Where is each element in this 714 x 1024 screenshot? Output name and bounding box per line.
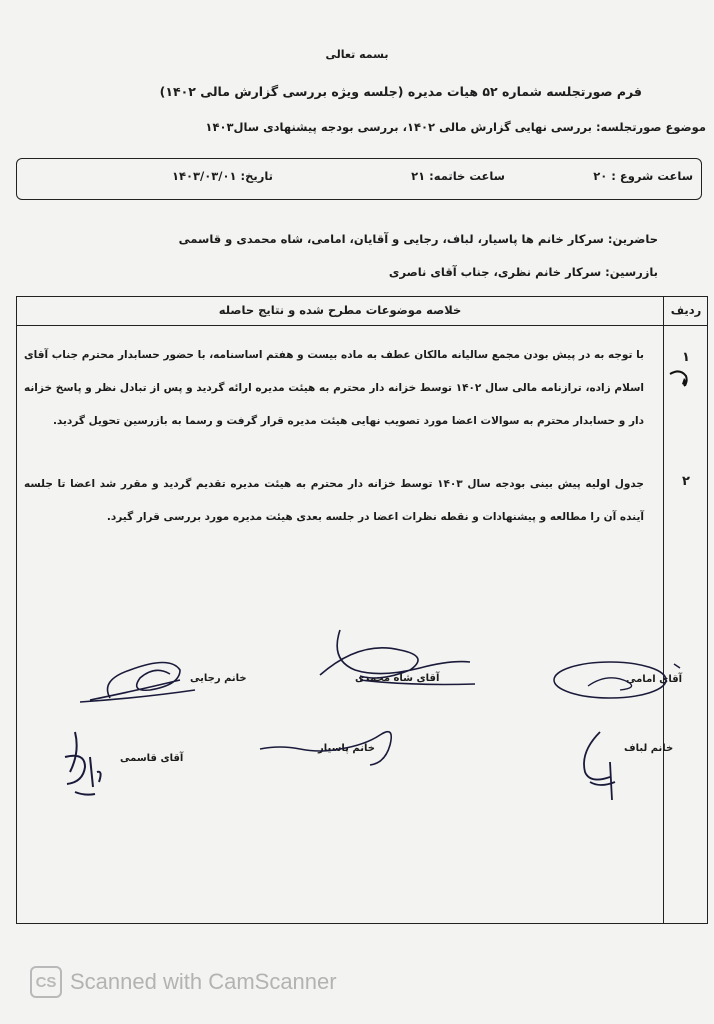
signer-label-labbaf: خانم لباف <box>624 743 674 754</box>
inspectors-line: بازرسین: سرکار خانم نظری، جناب آقای ناصری <box>388 265 658 279</box>
table-header-summary: خلاصه موضوعات مطرح شده و نتایج حاصله <box>218 303 462 317</box>
attendees-line: حاضرین: سرکار خانم ها پاسیار، لباف، رجایی و آقایان، امامی، شاه محمدی و قاسمی <box>178 232 658 246</box>
watermark-text: Scanned with CamScanner <box>70 969 337 994</box>
table-column-divider <box>663 297 664 923</box>
end-time: ساعت خاتمه: ۲۱ <box>411 169 505 183</box>
meeting-subject: موضوع صورتجلسه: بررسی نهایی گزارش مالی ۱۴۰۲، بررسی بودجه پیشنهادی سال۱۴۰۳ <box>205 120 706 134</box>
signer-label-rajaei: خانم رجایی <box>190 673 247 684</box>
row-text: جدول اولیه پیش بینی بودجه سال ۱۴۰۳ توسط خزانه دار محترم به هیئت مدیره تقدیم گردید و مقرر شد اعضا تا جلسه آینده آن را مطالعه و پیشنهادات و نقطه نظرات اعضا در جلسه بعدی هیئت مدیره مورد بررسی قرار گیرد. <box>24 478 644 523</box>
row-number: ۲ <box>682 474 690 489</box>
meeting-times-box <box>16 158 702 200</box>
row-number: ۱ <box>682 350 690 365</box>
signature-emami <box>548 652 688 707</box>
document-title: فرم صورتجلسه شماره ۵۲ هیات مدیره (جلسه ویژه بررسی گزارش مالی ۱۴۰۲) <box>159 84 642 99</box>
signature-rajaei <box>70 640 200 710</box>
signer-label-shah-mohammadi: آقای شاه محمدی <box>355 673 440 684</box>
signature-ghasemi <box>55 712 120 802</box>
row-text: با توجه به در پیش بودن مجمع سالیانه مالکان عطف به ماده بیست و هفتم اساسنامه، با حضور حسابدار محترم جناب آقای اسلام زاده، ترازنامه مالی سال ۱۴۰۲ توسط خزانه دار محترم به هیئت مدیره ارائه گردید و پس از تبادل نظر و پاسخ خزانه دار و حسابدار محترم به سوالات اعضا مورد تصویب نهایی هیئت مدیره قرار گرفت و رسما به بازرسین تحویل گردید. <box>24 349 644 427</box>
signature-pasiar <box>250 715 410 775</box>
pen-mark-icon <box>668 366 692 390</box>
signer-label-emami: آقای امامی <box>626 674 683 685</box>
meeting-date: تاریخ: ۱۴۰۳/۰۳/۰۱ <box>171 169 273 183</box>
start-time: ساعت شروع : ۲۰ <box>593 169 693 183</box>
table-header-divider <box>17 325 707 326</box>
table-header-row-number: ردیف <box>670 303 702 317</box>
basmala: بسمه تعالی <box>325 48 389 61</box>
camscanner-logo-icon: CS <box>30 966 62 998</box>
signer-label-ghasemi: آقای قاسمی <box>120 753 184 764</box>
scanner-watermark <box>30 962 337 1002</box>
signer-label-pasiar: خانم پاسیار <box>318 743 375 754</box>
signature-labbaf <box>570 722 630 802</box>
signature-shah-mohammadi <box>300 620 480 700</box>
